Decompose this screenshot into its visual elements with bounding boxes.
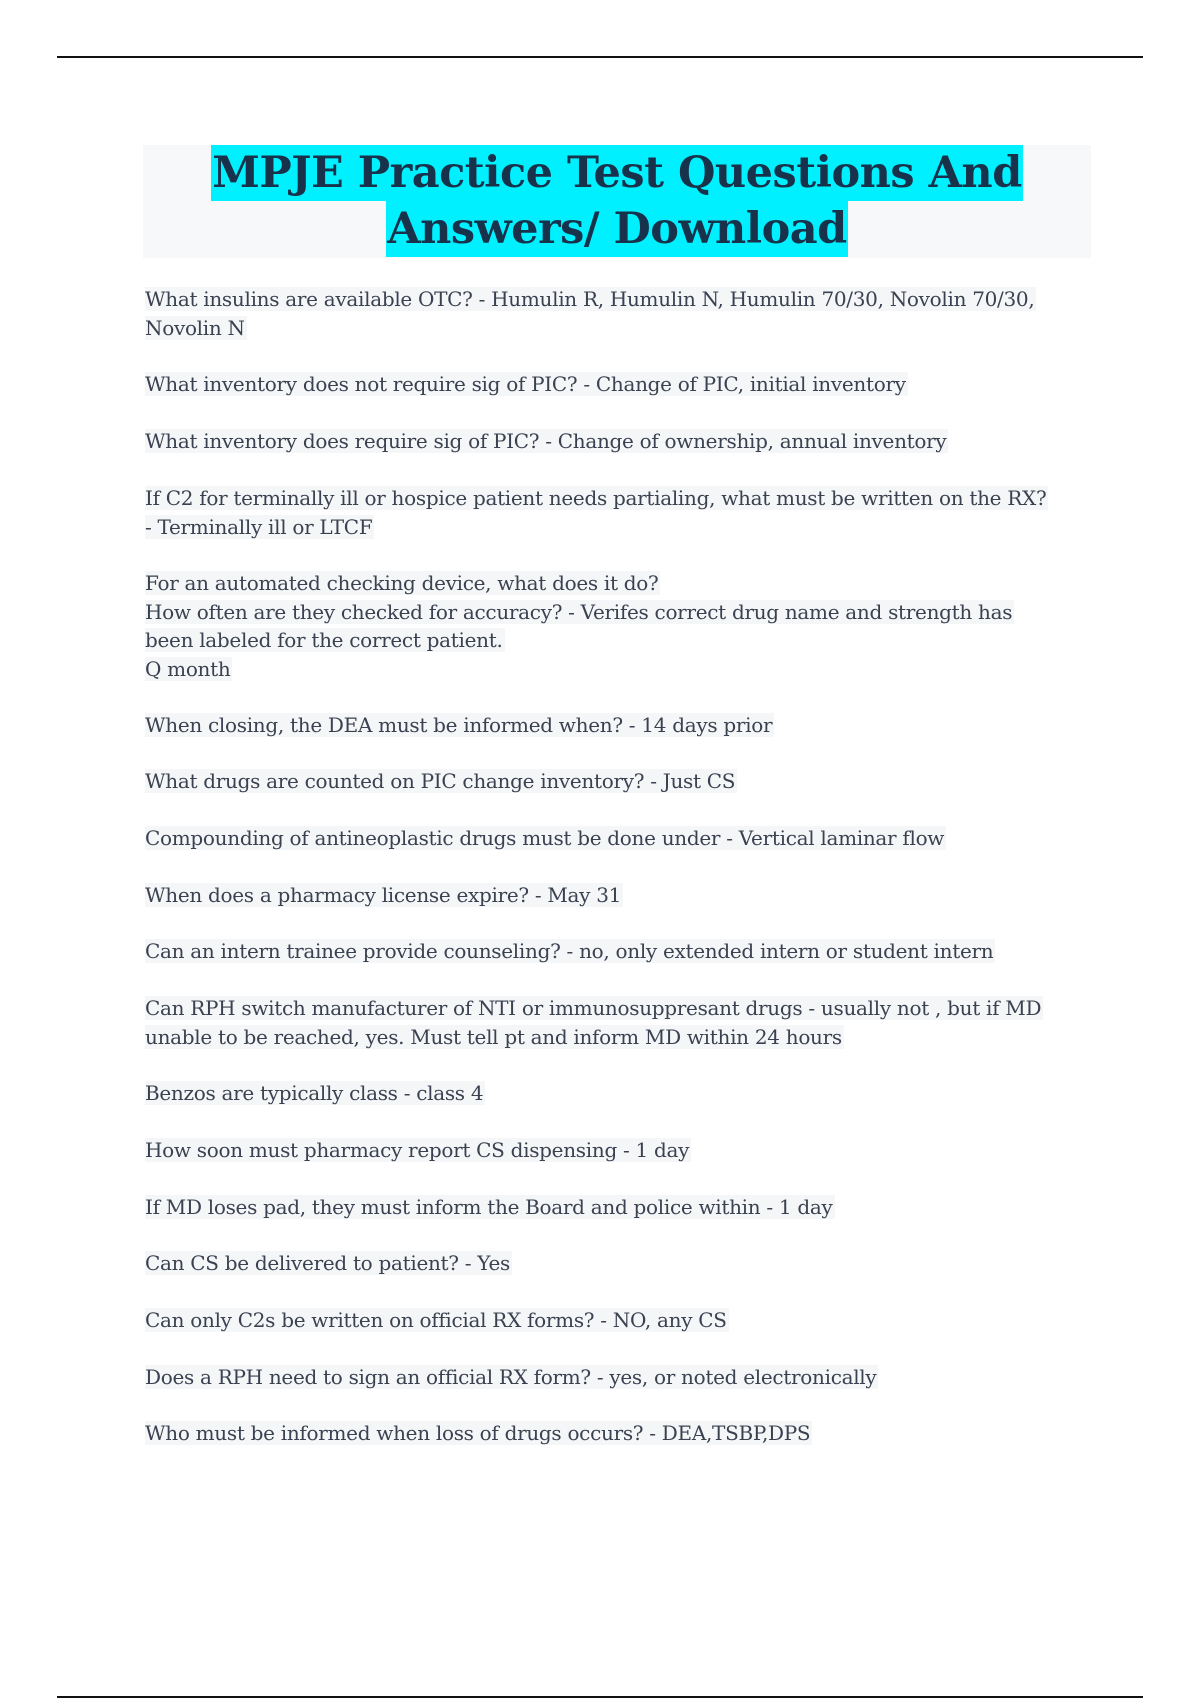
qa-line: When closing, the DEA must be informed when? - 14 days prior bbox=[145, 713, 773, 737]
qa-item bbox=[145, 1136, 691, 1165]
qa-item bbox=[145, 285, 1036, 342]
qa-line: Compounding of antineoplastic drugs must be done under - Vertical laminar flow bbox=[145, 826, 945, 850]
qa-line: Benzos are typically class - class 4 bbox=[145, 1081, 484, 1105]
qa-item bbox=[145, 370, 908, 399]
qa-item bbox=[145, 1306, 729, 1335]
qa-line: How often are they checked for accuracy? - Verifes correct drug name and strength has bbox=[145, 599, 1013, 624]
qa-item bbox=[145, 569, 1014, 683]
page-title-line-1: MPJE Practice Test Questions And bbox=[211, 145, 1023, 201]
qa-line: For an automated checking device, what does it do? bbox=[145, 571, 659, 595]
qa-line: What inventory does not require sig of PIC? - Change of PIC, initial inventory bbox=[145, 372, 906, 396]
qa-item bbox=[145, 1419, 812, 1448]
qa-line: What insulins are available OTC? - Humulin R, Humulin N, Humulin 70/30, Novolin 70/30, bbox=[145, 287, 1035, 311]
qa-item bbox=[145, 994, 1043, 1051]
qa-item bbox=[145, 1193, 835, 1222]
qa-line: unable to be reached, yes. Must tell pt and inform MD within 24 hours bbox=[145, 1024, 842, 1049]
qa-item bbox=[145, 484, 1048, 541]
page-title-line-2: Answers/ Download bbox=[386, 201, 847, 257]
qa-line: When does a pharmacy license expire? - May 31 bbox=[145, 883, 622, 907]
qa-line: How soon must pharmacy report CS dispensing - 1 day bbox=[145, 1138, 690, 1162]
qa-item bbox=[145, 1079, 485, 1108]
qa-line: Novolin N bbox=[145, 315, 245, 340]
qa-item bbox=[145, 881, 623, 910]
qa-line: Can an intern trainee provide counseling? - no, only extended intern or student intern bbox=[145, 939, 994, 963]
qa-line: Who must be informed when loss of drugs occurs? - DEA,TSBP,DPS bbox=[145, 1421, 811, 1445]
qa-line: What drugs are counted on PIC change inventory? - Just CS bbox=[145, 769, 736, 793]
qa-line: been labeled for the correct patient. bbox=[145, 628, 503, 652]
qa-line: Q month bbox=[145, 656, 231, 681]
qa-line: Does a RPH need to sign an official RX form? - yes, or noted electronically bbox=[145, 1365, 877, 1389]
qa-line: What inventory does require sig of PIC? - Change of ownership, annual inventory bbox=[145, 429, 947, 453]
qa-item bbox=[145, 427, 948, 456]
title-block bbox=[143, 145, 1091, 258]
qa-item bbox=[145, 824, 946, 853]
qa-item bbox=[145, 1249, 512, 1278]
qa-item bbox=[145, 1363, 878, 1392]
qa-item bbox=[145, 767, 737, 796]
qa-line: - Terminally ill or LTCF bbox=[145, 514, 373, 539]
qa-line: If MD loses pad, they must inform the Board and police within - 1 day bbox=[145, 1195, 833, 1219]
qa-line: Can only C2s be written on official RX forms? - NO, any CS bbox=[145, 1308, 727, 1332]
footer-rule bbox=[57, 1696, 1143, 1698]
qa-line: Can RPH switch manufacturer of NTI or immunosuppresant drugs - usually not , but if MD bbox=[145, 996, 1042, 1020]
qa-line: Can CS be delivered to patient? - Yes bbox=[145, 1251, 510, 1275]
qa-line: If C2 for terminally ill or hospice patient needs partialing, what must be written on the RX? bbox=[145, 486, 1047, 510]
qa-item bbox=[145, 937, 995, 966]
header-rule bbox=[57, 56, 1143, 58]
qa-item bbox=[145, 711, 774, 740]
